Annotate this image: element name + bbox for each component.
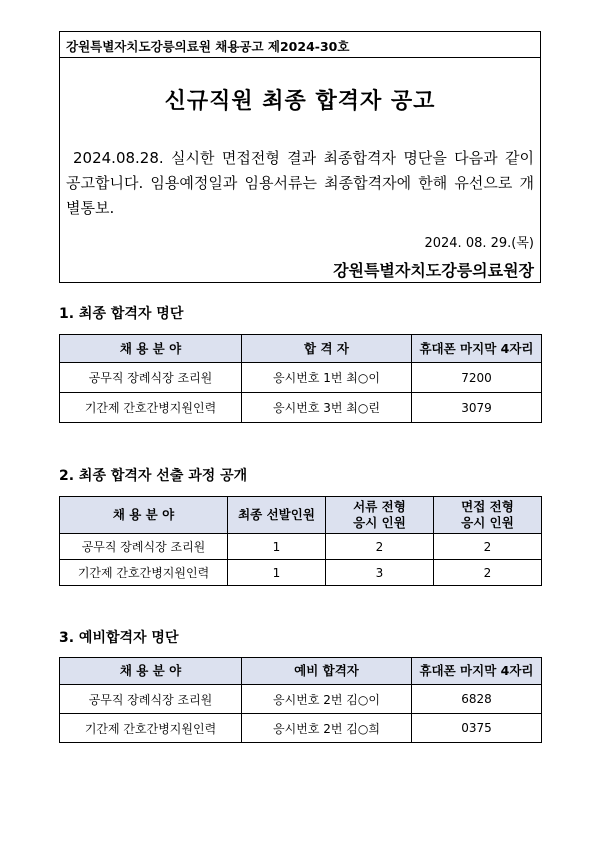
notice-body: 2024.08.28. 실시한 면접전형 결과 최종합격자 명단을 다음과 같이 공고합니다. 임용예정일과 임용서류는 최종합격자에 한해 유선으로 개별통보. [66, 149, 534, 217]
notice-title: 신규직원 최종 합격자 공고 [164, 89, 436, 114]
notice-date: 2024. 08. 29.(목) [424, 236, 534, 251]
table-cell: 1 [228, 534, 326, 560]
table-row [60, 685, 542, 714]
table-cell: 6828 [412, 685, 542, 714]
notice-box [59, 31, 541, 283]
table-cell: 공무직 장례식장 조리원 [60, 534, 228, 560]
notice-divider [60, 57, 540, 58]
notice-organization: 강원특별자치도강릉의료원장 [333, 261, 534, 280]
table-cell: 기간제 간호간병지원인력 [60, 560, 228, 586]
table-cell: 공무직 장례식장 조리원 [60, 363, 242, 393]
column-header: 예비 합격자 [242, 658, 412, 685]
column-header: 채 용 분 야 [60, 658, 242, 685]
table-cell: 응시번호 1번 최○이 [242, 363, 412, 393]
table-cell: 2 [434, 560, 542, 586]
table-cell: 응시번호 3번 최○린 [242, 393, 412, 423]
table-cell: 2 [326, 534, 434, 560]
table-cell: 공무직 장례식장 조리원 [60, 685, 242, 714]
final-passers-table [59, 334, 542, 423]
column-header: 합 격 자 [242, 335, 412, 363]
table-row [60, 393, 542, 423]
column-header: 서류 전형 응시 인원 [326, 497, 434, 534]
table-row [60, 363, 542, 393]
table-cell: 3079 [412, 393, 542, 423]
table-cell: 응시번호 2번 김○이 [242, 685, 412, 714]
table-cell: 0375 [412, 714, 542, 743]
selection-process-table [59, 496, 542, 586]
table-cell: 2 [434, 534, 542, 560]
column-header: 채 용 분 야 [60, 335, 242, 363]
column-header: 최종 선발인원 [228, 497, 326, 534]
table-cell: 7200 [412, 363, 542, 393]
table-cell: 1 [228, 560, 326, 586]
notice-number: 강원특별자치도강릉의료원 채용공고 제2024-30호 [66, 39, 350, 54]
column-header: 채 용 분 야 [60, 497, 228, 534]
section3-title: 3. 예비합격자 명단 [59, 630, 179, 646]
section1-title: 1. 최종 합격자 명단 [59, 306, 184, 322]
reserve-passers-table [59, 657, 542, 743]
column-header: 휴대폰 마지막 4자리 [412, 335, 542, 363]
table-cell: 기간제 간호간병지원인력 [60, 714, 242, 743]
section2-title: 2. 최종 합격자 선출 과정 공개 [59, 468, 248, 484]
column-header: 면접 전형 응시 인원 [434, 497, 542, 534]
table-cell: 응시번호 2번 김○희 [242, 714, 412, 743]
table-cell: 3 [326, 560, 434, 586]
table-row [60, 534, 542, 560]
table-row [60, 560, 542, 586]
column-header: 휴대폰 마지막 4자리 [412, 658, 542, 685]
table-row [60, 714, 542, 743]
table-cell: 기간제 간호간병지원인력 [60, 393, 242, 423]
